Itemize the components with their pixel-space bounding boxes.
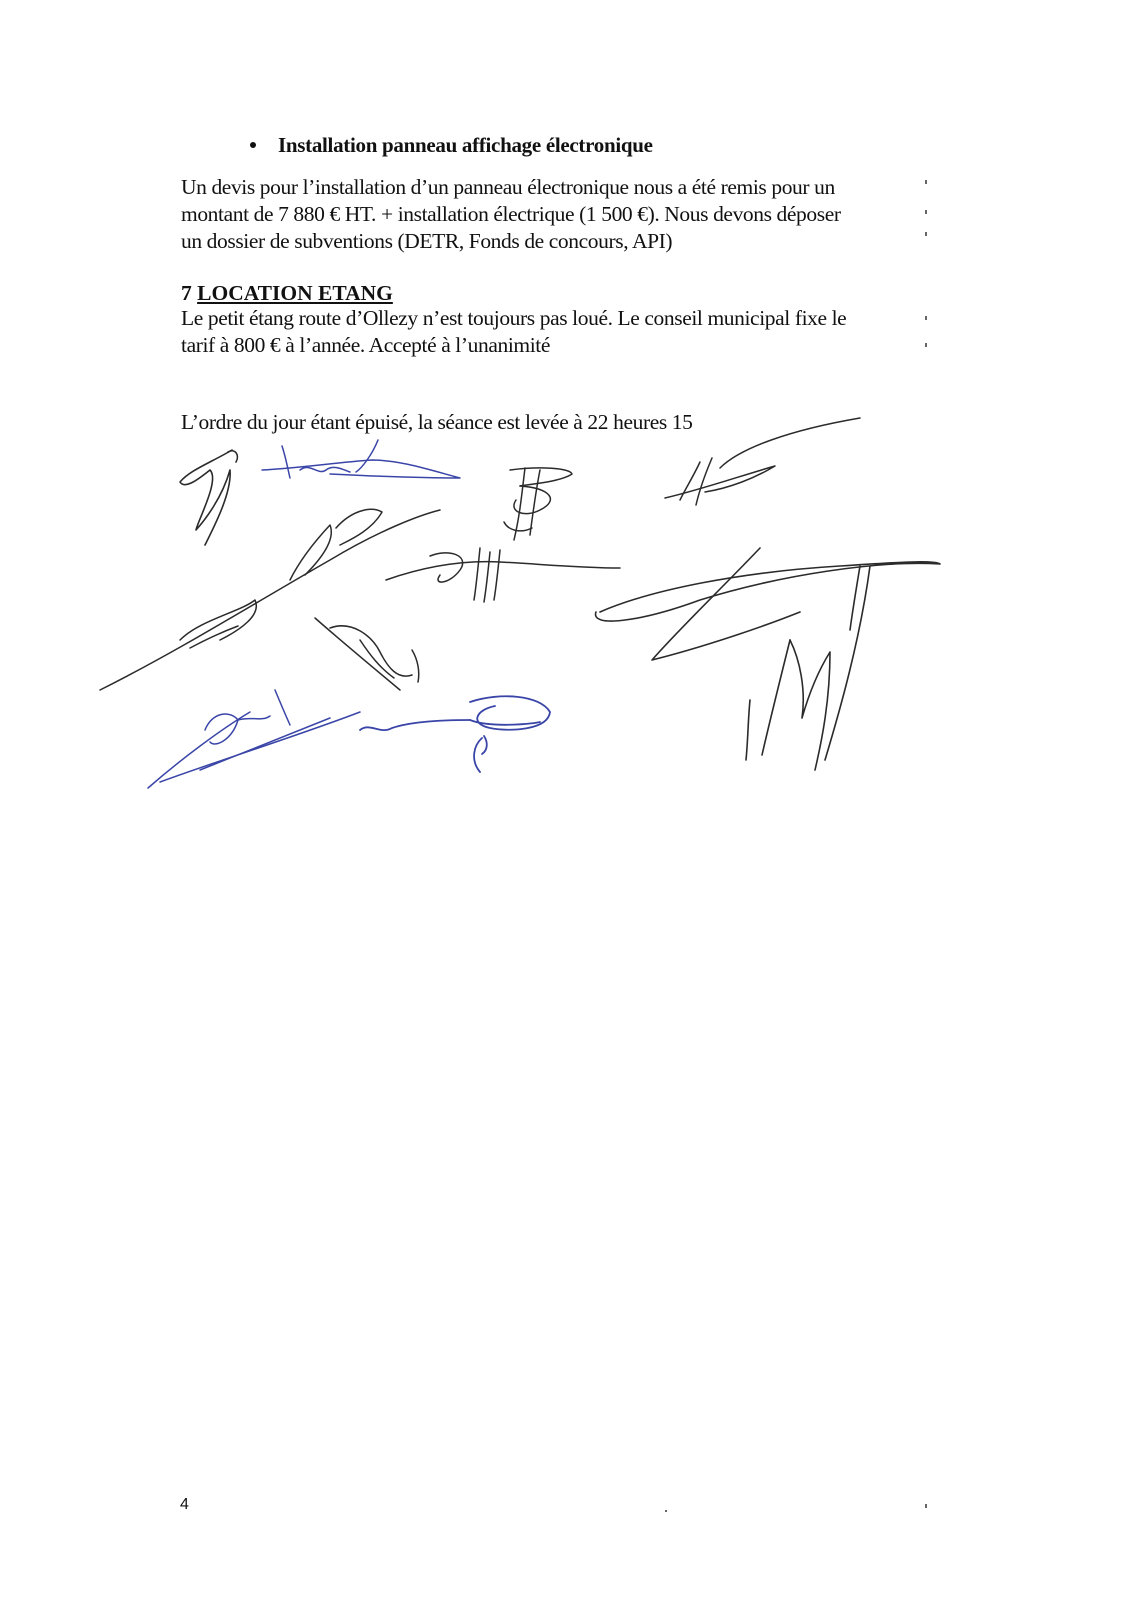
page-number: 4: [180, 1496, 189, 1513]
signature: [315, 618, 419, 690]
closing-statement: L’ordre du jour étant épuisé, la séance est levée à 22 heures 15: [181, 410, 693, 434]
scan-mark: [925, 232, 927, 236]
signature: [100, 509, 440, 690]
section-number: 7: [181, 281, 192, 305]
scan-mark: [925, 1504, 927, 1508]
signature: [360, 696, 550, 772]
paragraph-line: tarif à 800 € à l’année. Accepté à l’unanimité: [181, 333, 551, 357]
signature: [746, 566, 870, 770]
scan-mark: [925, 316, 927, 320]
signature: [262, 440, 460, 478]
bullet-heading-text: Installation panneau affichage électronique: [278, 133, 653, 157]
paragraph-line: montant de 7 880 € HT. + installation électrique (1 500 €). Nous devons déposer: [181, 202, 841, 226]
bullet-heading: [250, 133, 653, 158]
paragraph-line: Le petit étang route d’Ollezy n’est toujours pas loué. Le conseil municipal fixe le: [181, 306, 847, 330]
bullet-icon: [250, 142, 256, 148]
paragraph-devis: [181, 174, 841, 255]
signature: [386, 548, 620, 602]
section-title: [181, 280, 393, 307]
paragraph-line: un dossier de subventions (DETR, Fonds de concours, API): [181, 229, 673, 253]
paragraph-line: Un devis pour l’installation d’un panneau électronique nous a été remis pour un: [181, 175, 835, 199]
paragraph-etang: [181, 305, 846, 359]
signature: [665, 418, 860, 505]
signature: [596, 548, 940, 660]
signature: [504, 468, 572, 540]
signature: [148, 690, 360, 788]
scan-mark: [925, 343, 927, 347]
section-title-text: LOCATION ETANG: [197, 281, 393, 305]
signature: [180, 450, 237, 545]
scan-mark: [925, 210, 927, 214]
scan-mark: [665, 1510, 667, 1512]
scan-mark: [925, 180, 927, 184]
